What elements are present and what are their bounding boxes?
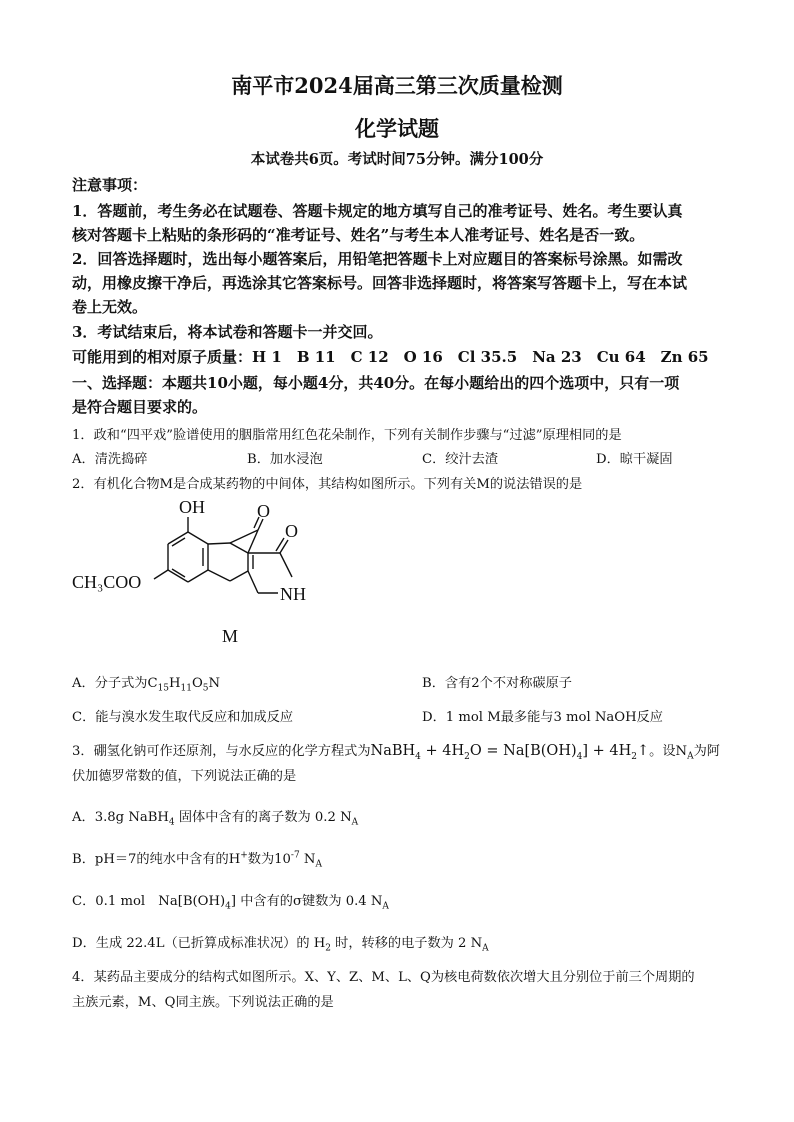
q3-stem-suffix: 。设$N_A$为阿 xyxy=(649,744,720,762)
mol-label-oh: OH xyxy=(179,497,205,517)
q1-option-b: B．加水浸泡 xyxy=(247,452,323,467)
q3-option-d: D．生成 22.4L（已折算成标准状况）的 $H_2$ 时，转移的电子数为 2 $N_A$ xyxy=(72,936,489,954)
q3-option-b: B．pH＝7的纯水中含有的H+数为$10^{-7}$ $N_A$ xyxy=(72,850,322,870)
q3-stem-prefix: 3．硼氢化钠可作还原剂，与水反应的化学方程式为 xyxy=(72,744,371,759)
q2-option-a xyxy=(72,672,220,694)
mol-label-nh: NH xyxy=(280,584,306,604)
q3-option-c: C．0.1 mol $Na[B(OH)_4]$ 中含有的σ键数为 0.4 $N_A$ xyxy=(72,894,389,912)
question-3-stem xyxy=(72,740,726,762)
q2-option-a-prefix: A．分子式为 xyxy=(72,676,148,691)
q1-option-a: A．清洗捣碎 xyxy=(72,452,148,467)
q3-equation: NaBH$_4$ + $4H_2O = Na[B(OH)_4]$ + $4H_2↑$ xyxy=(370,743,650,762)
mol-label-ester: CH₃COO xyxy=(72,572,142,592)
question-1-stem: 1．政和“四平戏”脸谱使用的胭脂常用红色花朵制作，下列有关制作步骤与“过滤”原理相同的是 xyxy=(72,428,622,443)
mol-label-m: M xyxy=(222,626,239,646)
q2-option-b: B．含有2个不对称碳原子 xyxy=(422,676,572,691)
notice-line: 卷上无效。 xyxy=(72,298,148,316)
subject-title: 化学试题 xyxy=(355,116,439,141)
question-3-stem-cont: 伏加德罗常数的值，下列说法正确的是 xyxy=(72,769,297,784)
section-heading: 一、选择题：本题共10小题，每小题4分，共40分。在每小题给出的四个选项中，只有一项 xyxy=(72,374,680,392)
molecule-m-structure xyxy=(70,495,370,655)
question-4-stem-cont: 主族元素，M、Q同主族。下列说法正确的是 xyxy=(72,995,334,1010)
mol-label-o-ketone: O xyxy=(257,501,270,521)
notice-line: 2．回答选择题时，选出每小题答案后，用铅笔把答题卡上对应题目的答案标号涂黑。如需改 xyxy=(72,250,683,268)
q1-option-c: C．绞汁去渣 xyxy=(422,452,499,467)
section-heading: 是符合题目要求的。 xyxy=(72,398,208,416)
question-2-stem: 2．有机化合物M是合成某药物的中间体，其结构如图所示。下列有关M的说法错误的是 xyxy=(72,477,583,492)
atomic-masses: 可能用到的相对原子质量：H 1 B 11 C 12 O 16 Cl 35.5 Na 23 Cu 64 Zn 65 xyxy=(72,348,709,366)
q2-option-d: D．1 mol M最多能与3 mol NaOH反应 xyxy=(422,710,663,725)
notice-line: 核对答题卡上粘贴的条形码的“准考证号、姓名”与考生本人准考证号、姓名是否一致。 xyxy=(72,226,645,244)
mol-label-o-lactam: O xyxy=(285,521,298,541)
q3-option-a: A．3.8g NaBH$_4$ 固体中含有的离子数为 0.2 $N_A$ xyxy=(72,810,359,828)
notice-heading: 注意事项： xyxy=(72,176,148,194)
page-title: 南平市2024届高三第三次质量检测 xyxy=(231,73,563,98)
exam-info: 本试卷共6页。考试时间75分钟。满分100分 xyxy=(250,151,544,168)
notice-line: 动，用橡皮擦干净后，再选涂其它答案标号。回答非选择题时，将答案写答题卡上，写在本试 xyxy=(72,274,688,292)
q1-option-d: D．晾干凝固 xyxy=(596,452,673,467)
q2-option-a-formula: $C_{15}H_{11}O_5N$ xyxy=(147,676,221,694)
notice-line: 1．答题前，考生务必在试题卷、答题卡规定的地方填写自己的准考证号、姓名。考生要认真 xyxy=(72,202,683,220)
notice-line: 3．考试结束后，将本试卷和答题卡一并交回。 xyxy=(72,323,383,341)
q2-option-c: C．能与溴水发生取代反应和加成反应 xyxy=(72,710,294,725)
question-4-stem: 4．某药品主要成分的结构式如图所示。X、Y、Z、M、L、Q为核电荷数依次增大且分别位于前三个周期的 xyxy=(72,970,695,985)
